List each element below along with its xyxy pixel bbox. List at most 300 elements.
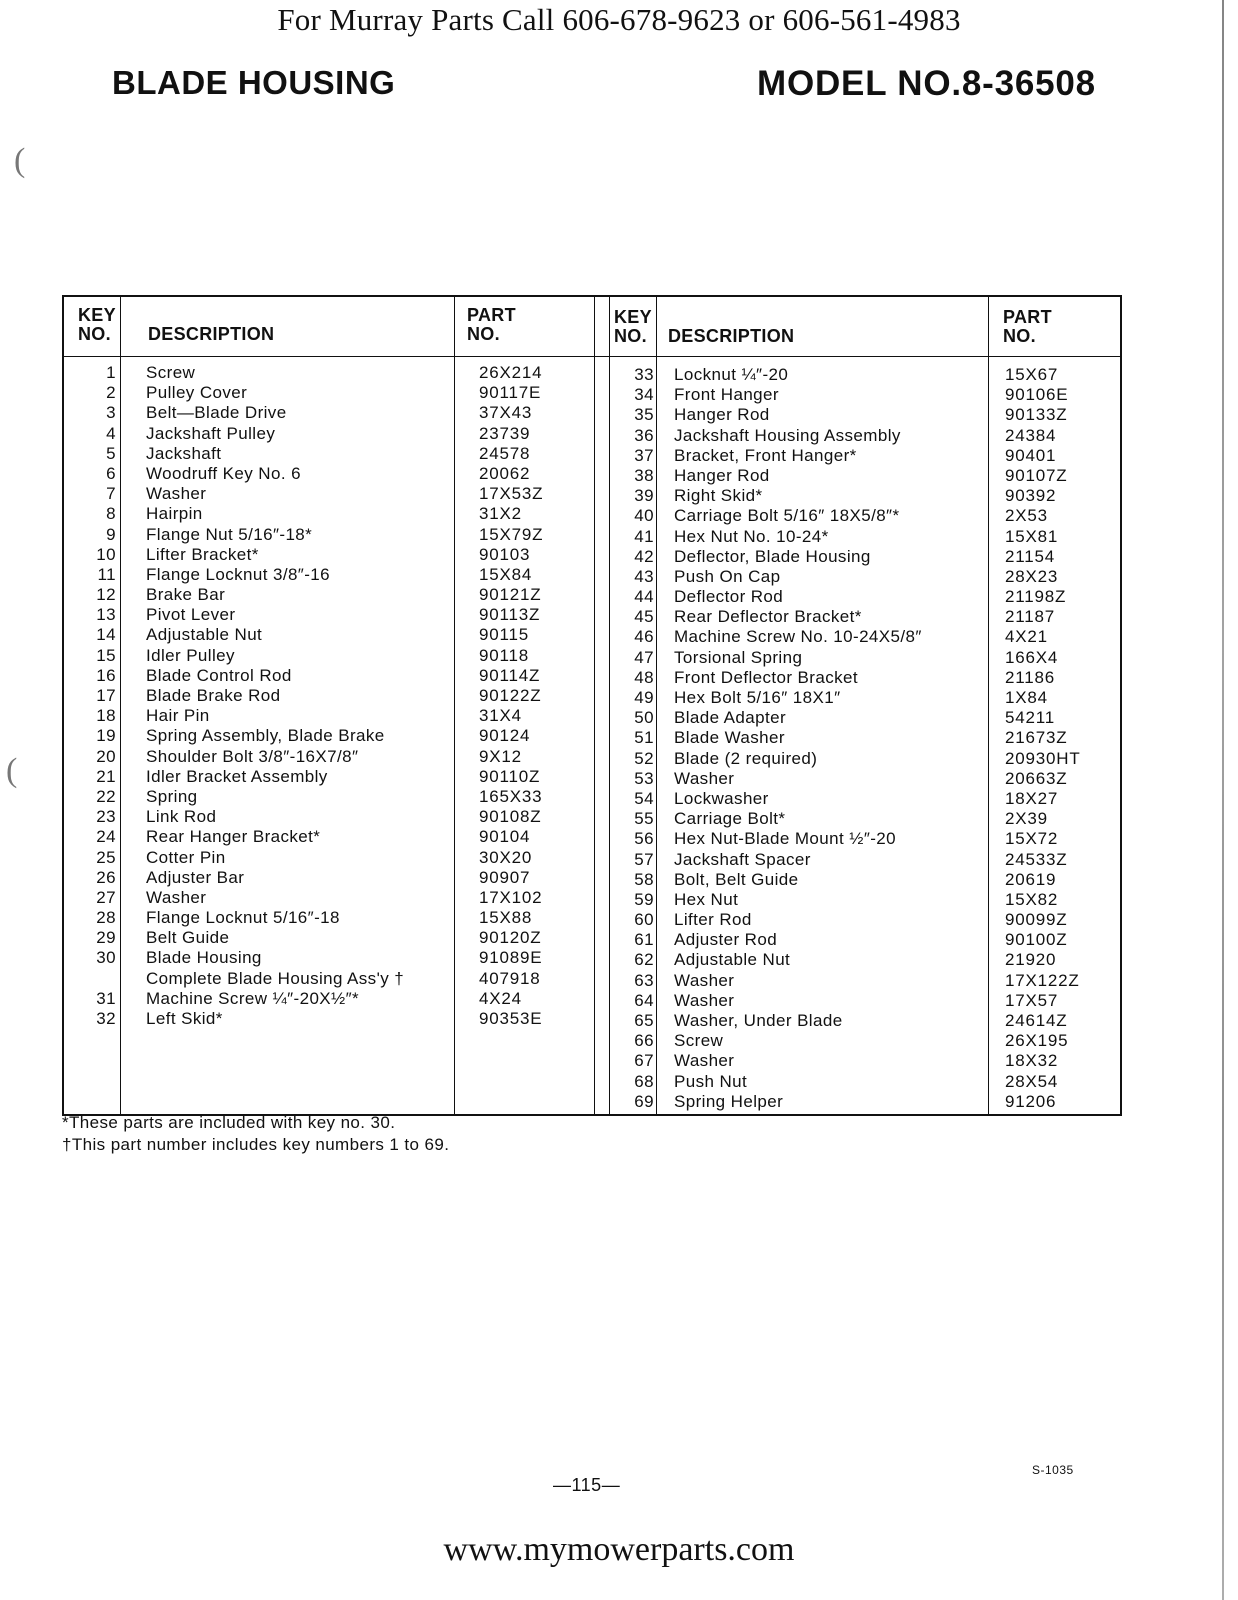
- table-row: [610, 1031, 1122, 1051]
- part-no-cell: 90353E: [479, 1009, 543, 1028]
- description-cell: Screw: [146, 363, 196, 382]
- part-no-cell: 30X20: [479, 847, 533, 867]
- description-cell: Bolt, Belt Guide: [674, 869, 799, 889]
- rows-right: [610, 365, 1122, 1112]
- table-row: [610, 971, 1122, 991]
- table-row: [64, 484, 594, 504]
- description-cell: Push Nut: [674, 1071, 748, 1091]
- scan-mark-top: (: [14, 142, 26, 179]
- key-no-cell: 53: [634, 768, 654, 788]
- part-no-cell: 1X84: [1005, 688, 1048, 707]
- key-no-cell: 63: [634, 970, 654, 990]
- part-no-cell: 90907: [479, 867, 531, 887]
- table-row: [610, 728, 1122, 748]
- footnote-asterisk: *These parts are included with key no. 30.: [62, 1113, 396, 1132]
- description-cell: Screw: [674, 1031, 724, 1051]
- description-cell: Washer: [674, 990, 735, 1010]
- description-header: DESCRIPTION: [148, 324, 275, 344]
- part-no-cell: 9X12: [479, 746, 522, 766]
- key-no-cell: 59: [634, 889, 654, 909]
- table-row: [610, 688, 1122, 708]
- part-no-cell: 24578: [479, 443, 531, 463]
- key-no-cell: 54: [634, 788, 654, 808]
- table-row: [610, 587, 1122, 607]
- part-no-cell: 17X102: [479, 887, 543, 907]
- part-no-cell: 24614Z: [1005, 1011, 1068, 1030]
- part-no-cell: 90099Z: [1005, 910, 1068, 930]
- part-no-cell: 90117E: [479, 383, 542, 403]
- key-no-cell: 25: [96, 847, 116, 867]
- key-no-cell: 37: [634, 445, 654, 465]
- key-no-cell: 16: [96, 665, 116, 685]
- part-no-cell: 90122Z: [479, 686, 542, 705]
- key-no-cell: 13: [96, 605, 116, 625]
- key-no-cell: 49: [634, 688, 654, 707]
- key-no-cell: 33: [634, 365, 654, 384]
- table-row: [64, 989, 594, 1009]
- description-cell: Hanger Rod: [674, 465, 770, 485]
- table-row: [610, 426, 1122, 446]
- description-cell: Idler Pulley: [146, 645, 235, 665]
- table-row: [64, 464, 594, 484]
- key-no-cell: 22: [96, 786, 116, 806]
- header-text: NO.: [614, 326, 647, 346]
- key-no-cell: 28: [96, 908, 116, 928]
- description-cell: Washer: [674, 768, 735, 788]
- part-no-cell: 4X21: [1005, 627, 1048, 647]
- key-no-cell: 29: [96, 928, 116, 948]
- page-number: —115—: [553, 1475, 621, 1495]
- description-cell: Washer: [674, 1051, 735, 1071]
- part-no-cell: 17X122Z: [1005, 970, 1080, 990]
- part-no-cell: 24384: [1005, 425, 1057, 445]
- part-no-cell: 165X33: [479, 786, 543, 806]
- description-cell: Adjuster Rod: [674, 930, 778, 950]
- part-no-cell: 20062: [479, 463, 531, 483]
- part-no-cell: 90392: [1005, 486, 1057, 506]
- table-row: [610, 668, 1122, 688]
- description-cell: Blade (2 required): [674, 748, 818, 768]
- key-no-cell: 62: [634, 950, 654, 970]
- part-no-cell: 90113Z: [479, 605, 541, 625]
- header-text: PART: [1003, 307, 1052, 327]
- table-row: [610, 486, 1122, 506]
- description-cell: Adjuster Bar: [146, 867, 245, 887]
- part-no-cell: 15X82: [1005, 889, 1059, 909]
- table-row: [610, 850, 1122, 870]
- part-no-cell: 90115: [479, 625, 530, 645]
- table-row: [64, 807, 594, 827]
- key-no-cell: 19: [96, 726, 116, 746]
- part-no-cell: 31X4: [479, 706, 522, 726]
- description-cell: Front Deflector Bracket: [674, 667, 858, 687]
- table-row: [64, 525, 594, 545]
- key-no-cell: 6: [106, 463, 116, 483]
- table-row: [64, 1009, 594, 1029]
- description-cell: Spring Helper: [674, 1091, 784, 1111]
- description-cell: Link Rod: [146, 807, 217, 827]
- part-no-cell: 90103: [479, 544, 531, 564]
- part-no-cell: 166X4: [1005, 647, 1059, 667]
- table-row: [64, 948, 594, 968]
- description-cell: Complete Blade Housing Ass'y †: [146, 968, 405, 988]
- table-row: [64, 928, 594, 948]
- part-no-cell: 15X84: [479, 564, 533, 584]
- parts-column-right: [610, 297, 1122, 1114]
- part-no-cell: 17X57: [1005, 990, 1059, 1010]
- part-no-cell: 21187: [1005, 607, 1056, 627]
- table-row: [610, 405, 1122, 425]
- part-no-cell: 2X39: [1005, 809, 1048, 829]
- table-gutter: [594, 297, 610, 1114]
- table-row: [64, 908, 594, 928]
- description-cell: Flange Nut 5/16″-18*: [146, 524, 313, 544]
- table-row: [610, 991, 1122, 1011]
- table-row: [64, 383, 594, 403]
- table-row: [610, 708, 1122, 728]
- key-no-cell: 66: [634, 1031, 654, 1051]
- description-cell: Belt—Blade Drive: [146, 403, 287, 423]
- description-cell: Hanger Rod: [674, 405, 770, 425]
- part-no-cell: 90100Z: [1005, 930, 1068, 950]
- key-no-cell: 61: [634, 930, 654, 950]
- table-row: [64, 444, 594, 464]
- rows-left: [64, 363, 594, 1029]
- key-no-cell: 69: [634, 1091, 654, 1111]
- table-row: [610, 365, 1122, 385]
- parts-table: [62, 295, 1122, 1116]
- parts-column-left: [64, 297, 594, 1114]
- description-cell: Deflector, Blade Housing: [674, 546, 871, 566]
- description-cell: Rear Deflector Bracket*: [674, 607, 862, 627]
- table-row: [64, 403, 594, 423]
- description-cell: Pulley Cover: [146, 383, 248, 403]
- footer-url: www.mymowerparts.com: [443, 1531, 795, 1568]
- description-cell: Woodruff Key No. 6: [146, 463, 301, 483]
- key-no-cell: 3: [106, 403, 116, 423]
- scan-mark-mid: (: [6, 752, 18, 789]
- table-row: [64, 848, 594, 868]
- footnote-dagger: †This part number includes key numbers 1 to 69.: [62, 1135, 450, 1154]
- header-text: KEY: [614, 307, 652, 327]
- description-cell: Blade Housing: [146, 948, 262, 968]
- key-no-cell: 15: [96, 645, 116, 665]
- description-cell: Washer: [674, 970, 735, 990]
- key-no-cell: 12: [96, 585, 116, 605]
- table-row: [64, 646, 594, 666]
- part-no-cell: 90124: [479, 726, 531, 746]
- part-no-cell: 37X43: [479, 403, 533, 423]
- table-row: [610, 769, 1122, 789]
- description-cell: Hex Nut No. 10-24*: [674, 526, 829, 546]
- part-no-cell: 407918: [479, 968, 541, 988]
- description-cell: Lifter Bracket*: [146, 544, 259, 564]
- table-row: [64, 747, 594, 767]
- table-row: [64, 686, 594, 706]
- description-cell: Idler Bracket Assembly: [146, 766, 328, 786]
- part-no-cell: 90121Z: [479, 585, 542, 605]
- table-row: [64, 868, 594, 888]
- table-row: [64, 424, 594, 444]
- description-cell: Spring Assembly, Blade Brake: [146, 726, 385, 746]
- table-row: [610, 1072, 1122, 1092]
- key-no-cell: 23: [96, 807, 116, 827]
- document-code: S-1035: [1032, 1463, 1074, 1477]
- key-no-cell: 46: [634, 627, 654, 647]
- part-no-cell: 4X24: [479, 988, 522, 1008]
- description-cell: Rear Hanger Bracket*: [146, 827, 321, 847]
- key-no-cell: 51: [634, 728, 654, 748]
- table-row: [64, 585, 594, 605]
- part-no-cell: 2X53: [1005, 506, 1048, 526]
- description-cell: Machine Screw No. 10-24X5/8″: [674, 627, 922, 647]
- key-no-cell: 47: [634, 647, 654, 667]
- table-row: [610, 829, 1122, 849]
- table-row: [610, 385, 1122, 405]
- description-cell: Blade Adapter: [674, 708, 787, 728]
- key-no-cell: 30: [96, 948, 116, 968]
- key-no-cell: 48: [634, 667, 654, 687]
- description-cell: Jackshaft: [146, 443, 222, 463]
- key-no-cell: 45: [634, 607, 654, 627]
- table-row: [64, 565, 594, 585]
- table-row: [610, 648, 1122, 668]
- description-cell: Locknut ¼″-20: [674, 365, 789, 384]
- part-no-cell: 18X32: [1005, 1051, 1059, 1071]
- part-no-cell: 21673Z: [1005, 728, 1068, 748]
- header-contact-line: For Murray Parts Call 606-678-9623 or 606-561-4983: [277, 2, 961, 37]
- header-text: NO.: [78, 324, 111, 344]
- key-no-cell: 57: [634, 849, 654, 869]
- description-cell: Flange Locknut 5/16″-18: [146, 908, 340, 928]
- part-no-cell: 91089E: [479, 948, 543, 968]
- part-no-cell: 26X195: [1005, 1031, 1069, 1051]
- key-no-cell: 32: [96, 1009, 116, 1028]
- key-no-cell: 38: [634, 465, 654, 485]
- description-cell: Jackshaft Spacer: [674, 849, 811, 869]
- description-cell: Carriage Bolt 5/16″ 18X5/8″*: [674, 506, 900, 526]
- key-no-cell: 56: [634, 829, 654, 849]
- description-cell: Machine Screw ¼″-20X½″*: [146, 988, 360, 1008]
- key-no-cell: 11: [97, 564, 116, 584]
- part-no-cell: 24533Z: [1005, 849, 1068, 869]
- description-cell: Hair Pin: [146, 706, 210, 726]
- part-no-cell: 15X81: [1005, 526, 1059, 546]
- key-no-cell: 5: [106, 443, 116, 463]
- description-cell: Blade Brake Rod: [146, 686, 281, 705]
- key-no-cell: 42: [634, 546, 654, 566]
- part-no-cell: 15X72: [1005, 829, 1059, 849]
- description-cell: Right Skid*: [674, 486, 763, 506]
- description-cell: Brake Bar: [146, 585, 226, 605]
- description-cell: Adjustable Nut: [146, 625, 263, 645]
- description-cell: Washer: [146, 484, 207, 504]
- table-row: [610, 809, 1122, 829]
- part-no-cell: 15X67: [1005, 365, 1059, 384]
- table-row: [610, 930, 1122, 950]
- part-no-cell: 90106E: [1005, 385, 1069, 405]
- key-no-cell: 52: [634, 748, 654, 768]
- table-row: [610, 950, 1122, 970]
- header-text: NO.: [467, 324, 500, 344]
- part-no-cell: 90108Z: [479, 807, 542, 827]
- key-no-cell: 58: [634, 869, 654, 889]
- table-row: [610, 506, 1122, 526]
- table-row: [610, 749, 1122, 769]
- description-header: DESCRIPTION: [668, 326, 795, 346]
- key-no-cell: 26: [96, 867, 116, 887]
- description-cell: Deflector Rod: [674, 587, 784, 607]
- description-cell: Jackshaft Housing Assembly: [674, 425, 901, 445]
- table-row: [610, 910, 1122, 930]
- table-row: [610, 446, 1122, 466]
- key-no-cell: 64: [634, 990, 654, 1010]
- key-no-cell: 2: [106, 383, 116, 403]
- key-no-cell: 50: [634, 708, 654, 728]
- part-no-cell: 90110Z: [479, 766, 541, 786]
- key-no-cell: 31: [96, 988, 116, 1008]
- description-cell: Cotter Pin: [146, 847, 226, 867]
- description-cell: Hairpin: [146, 504, 203, 524]
- part-no-cell: 21154: [1005, 546, 1056, 566]
- page-title: BLADE HOUSING: [112, 64, 396, 101]
- key-no-cell: 10: [96, 544, 116, 564]
- key-no-cell: 60: [634, 910, 654, 930]
- key-no-cell: 21: [96, 766, 116, 786]
- part-no-cell: 20619: [1005, 869, 1057, 889]
- key-no-cell: 24: [96, 827, 116, 847]
- description-cell: Adjustable Nut: [674, 950, 791, 970]
- description-cell: Pivot Lever: [146, 605, 236, 625]
- description-cell: Blade Control Rod: [146, 665, 292, 685]
- description-cell: Hex Bolt 5/16″ 18X1″: [674, 688, 841, 707]
- description-cell: Front Hanger: [674, 385, 779, 405]
- description-cell: Lockwasher: [674, 788, 769, 808]
- part-no-cell: 17X53Z: [479, 484, 544, 504]
- part-no-cell: 54211: [1005, 708, 1056, 728]
- key-no-cell: 44: [634, 587, 654, 607]
- table-row: [64, 504, 594, 524]
- table-row: [64, 666, 594, 686]
- part-no-cell: 90401: [1005, 445, 1057, 465]
- table-row: [64, 767, 594, 787]
- key-no-cell: 35: [634, 405, 654, 425]
- table-row: [610, 1092, 1122, 1112]
- key-no-cell: 67: [634, 1051, 654, 1071]
- table-row: [610, 1011, 1122, 1031]
- table-row: [610, 870, 1122, 890]
- part-no-header: [467, 306, 516, 344]
- part-no-cell: 90120Z: [479, 928, 542, 948]
- table-row: [610, 627, 1122, 647]
- part-no-cell: 21198Z: [1005, 587, 1067, 607]
- model-number: MODEL NO.8-36508: [757, 64, 1096, 103]
- part-no-cell: 23739: [479, 423, 531, 443]
- part-no-cell: 15X88: [479, 908, 533, 928]
- part-no-cell: 91206: [1005, 1091, 1057, 1111]
- part-no-cell: 15X79Z: [479, 524, 544, 544]
- description-cell: Hex Nut: [674, 889, 739, 909]
- description-cell: Lifter Rod: [674, 910, 752, 930]
- key-no-cell: 20: [96, 746, 116, 766]
- key-no-cell: 17: [96, 686, 116, 705]
- table-row: [610, 547, 1122, 567]
- key-no-cell: 27: [96, 887, 116, 907]
- description-cell: Torsional Spring: [674, 647, 803, 667]
- description-cell: Bracket, Front Hanger*: [674, 445, 857, 465]
- key-no-cell: 9: [106, 524, 116, 544]
- key-no-cell: 18: [96, 706, 116, 726]
- part-no-cell: 90104: [479, 827, 531, 847]
- table-row: [610, 567, 1122, 587]
- key-no-cell: 4: [106, 423, 116, 443]
- description-cell: Spring: [146, 786, 198, 806]
- description-cell: Flange Locknut 3/8″-16: [146, 564, 330, 584]
- table-row: [610, 890, 1122, 910]
- key-no-cell: 39: [634, 486, 654, 506]
- part-no-cell: 21186: [1005, 667, 1056, 687]
- part-no-cell: 20930HT: [1005, 748, 1081, 768]
- header-text: PART: [467, 305, 516, 325]
- part-no-cell: 90107Z: [1005, 465, 1068, 485]
- table-row: [610, 789, 1122, 809]
- part-no-cell: 20663Z: [1005, 768, 1068, 788]
- description-cell: Jackshaft Pulley: [146, 423, 276, 443]
- table-row: [64, 625, 594, 645]
- key-no-cell: 55: [634, 809, 654, 829]
- header-text: KEY: [78, 305, 116, 325]
- table-row: [64, 827, 594, 847]
- part-no-cell: 21920: [1005, 950, 1057, 970]
- table-row: [64, 726, 594, 746]
- part-no-cell: 90133Z: [1005, 405, 1068, 425]
- key-no-cell: 68: [634, 1071, 654, 1091]
- table-row: [64, 363, 594, 383]
- part-no-cell: 28X23: [1005, 566, 1059, 586]
- part-no-header: [1003, 308, 1052, 346]
- part-no-cell: 18X27: [1005, 788, 1059, 808]
- description-cell: Washer, Under Blade: [674, 1011, 843, 1030]
- table-row: [610, 1051, 1122, 1071]
- table-row: [64, 888, 594, 908]
- key-no-cell: 43: [634, 566, 654, 586]
- part-no-cell: 90114Z: [479, 665, 541, 685]
- description-cell: Hex Nut-Blade Mount ½″-20: [674, 829, 897, 849]
- table-row: [64, 969, 594, 989]
- key-no-cell: 41: [634, 526, 654, 546]
- key-no-cell: 8: [106, 504, 116, 524]
- key-no-header: [614, 308, 652, 346]
- table-row: [64, 706, 594, 726]
- table-row: [610, 527, 1122, 547]
- part-no-cell: 90118: [479, 645, 530, 665]
- description-cell: Washer: [146, 887, 207, 907]
- part-no-cell: 28X54: [1005, 1071, 1059, 1091]
- key-no-cell: 65: [634, 1011, 654, 1030]
- table-row: [64, 545, 594, 565]
- description-cell: Belt Guide: [146, 928, 230, 948]
- key-no-cell: 7: [106, 484, 116, 504]
- table-row: [64, 605, 594, 625]
- description-cell: Shoulder Bolt 3/8″-16X7/8″: [146, 746, 359, 766]
- table-row: [610, 466, 1122, 486]
- scan-edge: [1222, 0, 1224, 1600]
- key-no-cell: 1: [106, 363, 116, 382]
- description-cell: Push On Cap: [674, 566, 781, 586]
- header-text: NO.: [1003, 326, 1036, 346]
- part-no-cell: 31X2: [479, 504, 522, 524]
- key-no-cell: 14: [96, 625, 116, 645]
